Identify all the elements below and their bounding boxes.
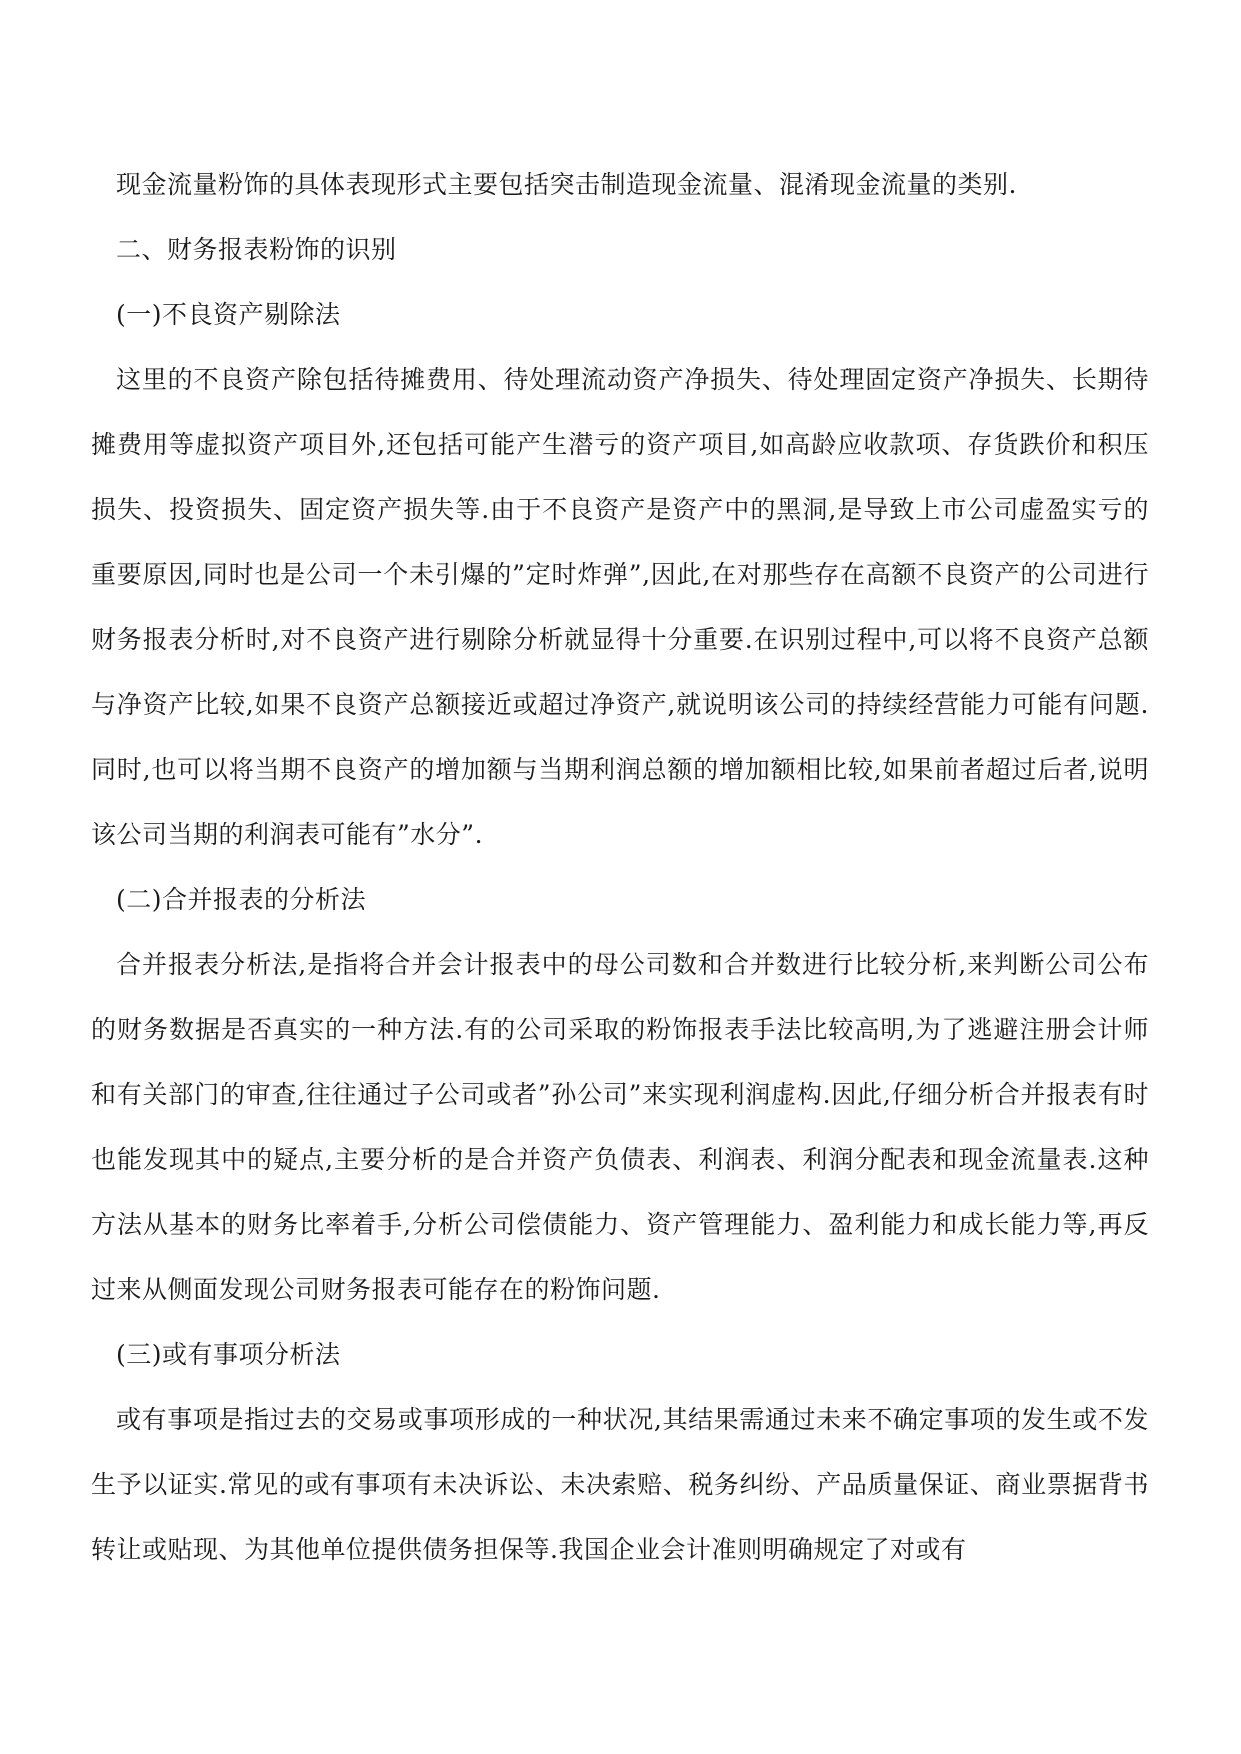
paragraph-consolidated-statements: 合并报表分析法,是指将合并会计报表中的母公司数和合并数进行比较分析,来判断公司公布的财务数据是否真实的一种方法.有的公司采取的粉饰报表手法比较高明,为了逃避注册会计师和有关部门的审查,往往通过子公司或者”孙公司”来实现利润虚构.因此,仔细分析合并报表有时也能发现其中的疑点,主要分析的是合并资产负债表、利润表、利润分配表和现金流量表.这种方法从基本的财务比率着手,分析公司偿债能力、资产管理能力、盈利能力和成长能力等,再反过来从侧面发现公司财务报表可能存在的粉饰问题. bbox=[91, 950, 1149, 1304]
paragraph-contingencies: 或有事项是指过去的交易或事项形成的一种状况,其结果需通过未来不确定事项的发生或不发生予以证实.常见的或有事项有未决诉讼、未决索赔、税务纠纷、产品质量保证、商业票据背书转让或贴现、为其他单位提供债务担保等.我国企业会计准则明确规定了对或有 bbox=[91, 1405, 1149, 1564]
document-body bbox=[91, 152, 1149, 1582]
subheading-consolidated-statements: (二)合并报表的分析法 bbox=[116, 885, 367, 914]
paragraph-bad-assets: 这里的不良资产除包括待摊费用、待处理流动资产净损失、待处理固定资产净损失、长期待摊费用等虚拟资产项目外,还包括可能产生潜亏的资产项目,如高龄应收款项、存货跌价和积压损失、投资损失、固定资产损失等.由于不良资产是资产中的黑洞,是导致上市公司虚盈实亏的重要原因,同时也是公司一个未引爆的”定时炸弹”,因此,在对那些存在高额不良资产的公司进行财务报表分析时,对不良资产进行剔除分析就显得十分重要.在识别过程中,可以将不良资产总额与净资产比较,如果不良资产总额接近或超过净资产,就说明该公司的持续经营能力可能有问题.同时,也可以将当期不良资产的增加额与当期利润总额的增加额相比较,如果前者超过后者,说明该公司当期的利润表可能有”水分”. bbox=[91, 365, 1149, 849]
subheading-contingencies: (三)或有事项分析法 bbox=[116, 1340, 341, 1369]
section-heading-identification: 二、财务报表粉饰的识别 bbox=[116, 235, 397, 264]
paragraph-cash-flow-summary: 现金流量粉饰的具体表现形式主要包括突击制造现金流量、混淆现金流量的类别. bbox=[116, 170, 1017, 199]
subheading-bad-assets: (一)不良资产剔除法 bbox=[116, 300, 341, 329]
